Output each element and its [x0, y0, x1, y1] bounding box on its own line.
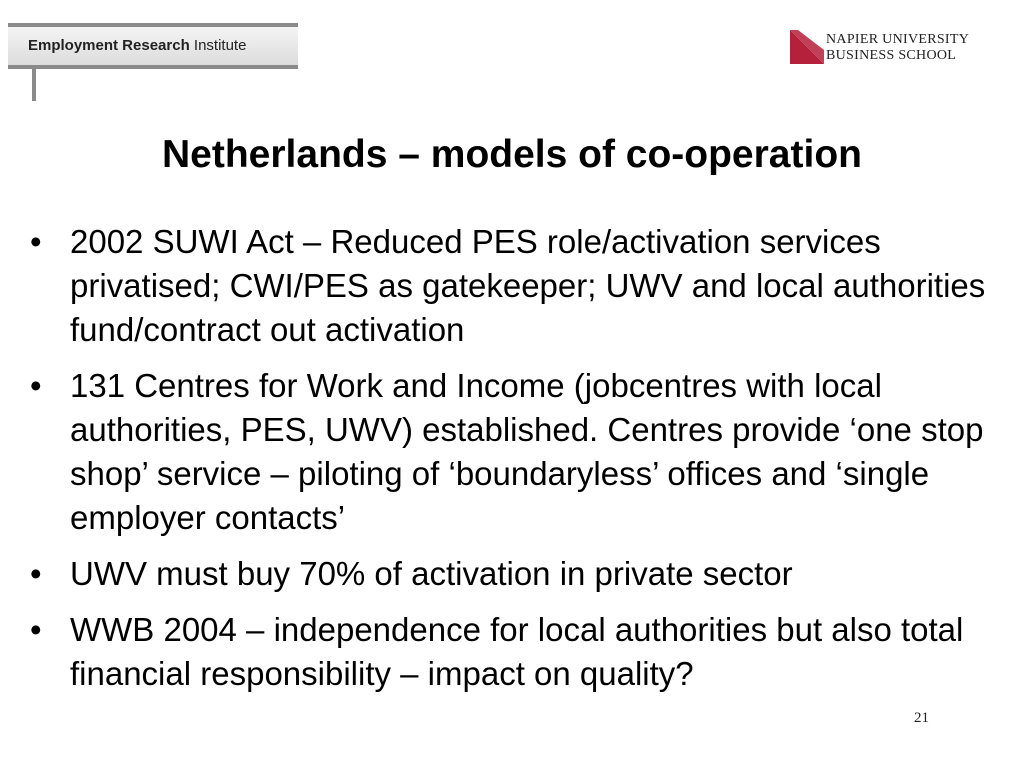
bullet-item	[30, 608, 1015, 696]
napier-logo-line1: NAPIER UNIVERSITY	[826, 32, 970, 47]
bullet-dot-icon: •	[30, 555, 42, 592]
slide-title: Netherlands – models of co-operation	[162, 133, 862, 176]
napier-logo-line2: BUSINESS SCHOOL	[826, 48, 957, 63]
bullet-list	[30, 220, 1015, 708]
institute-logo	[28, 37, 246, 54]
institute-logo-bottom-rule	[8, 65, 298, 69]
napier-logo-icon	[790, 30, 824, 64]
bullet-dot-icon: •	[30, 223, 42, 260]
bullet-text: WWB 2004 – independence for local authorities but also total financial responsibility – impact on quality?	[70, 611, 964, 692]
institute-name-bold: Employment Research	[28, 37, 190, 54]
bullet-dot-icon: •	[30, 367, 42, 404]
institute-logo-vertical-rule	[32, 65, 36, 101]
bullet-item	[30, 552, 1015, 596]
institute-name-regular: Institute	[193, 37, 247, 54]
napier-logo-text	[826, 32, 969, 64]
bullet-text: 131 Centres for Work and Income (jobcentres with local authorities, PES, UWV) established. Centres provide ‘one stop shop’ service – piloting of ‘boundaryless’ offices and ‘single employer contacts’	[70, 367, 984, 536]
bullet-item	[30, 220, 1015, 352]
bullet-item	[30, 364, 1015, 540]
institute-logo-top-rule	[8, 23, 298, 27]
bullet-text: 2002 SUWI Act – Reduced PES role/activation services privatised; CWI/PES as gatekeeper; UWV and local authorities fund/contract out activation	[70, 223, 986, 348]
page-number: 21	[914, 710, 929, 726]
bullet-dot-icon: •	[30, 611, 42, 648]
bullet-text: UWV must buy 70% of activation in private sector	[70, 555, 793, 592]
